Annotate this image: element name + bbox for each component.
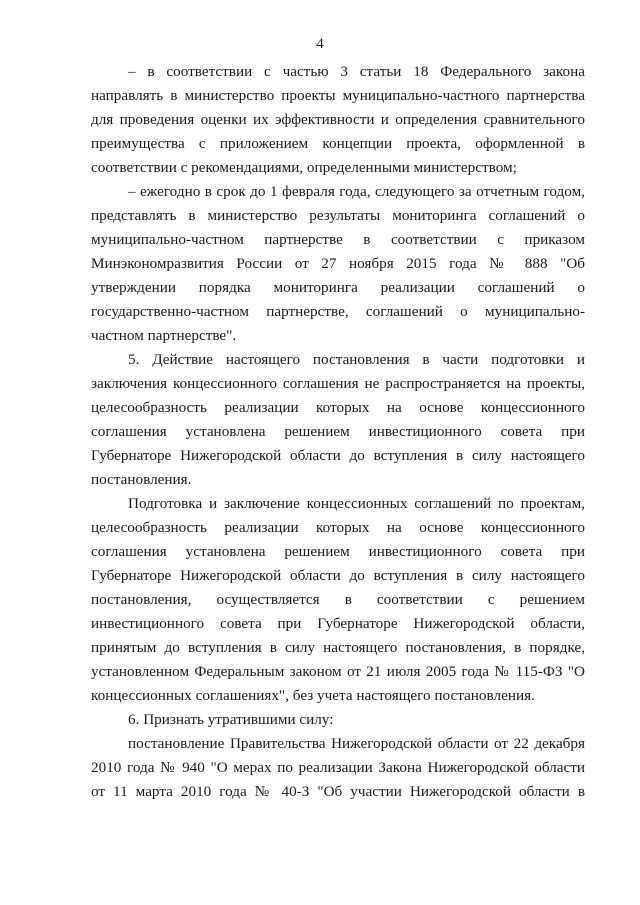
text-line: соответствии с рекомендациями, определенными министерством; bbox=[91, 159, 517, 176]
paragraph-monitoring-report bbox=[91, 180, 585, 348]
text-line: инвестиционного совета при Губернаторе Нижегородской области, bbox=[91, 615, 585, 632]
text-line: концессионных соглашениях", без учета настоящего постановления. bbox=[91, 687, 535, 704]
text-line: Губернаторе Нижегородской области до вступления в силу настоящего bbox=[91, 567, 585, 584]
text-line: Минэкономразвития России от 27 ноября 2015 года № 888 "Об bbox=[91, 255, 585, 272]
text-line: направлять в министерство проекты муниципально-частного партнерства bbox=[91, 87, 585, 104]
text-line: от 11 марта 2010 года № 40-З "Об участии Нижегородской области в bbox=[91, 783, 585, 800]
text-line: целесообразность реализации которых на основе концессионного bbox=[91, 519, 585, 536]
text-line: Губернаторе Нижегородской области до вступления в силу настоящего bbox=[91, 447, 585, 464]
text-line: соглашения установлена решением инвестиционного совета при bbox=[91, 423, 585, 440]
text-line: Подготовка и заключение концессионных соглашений по проектам, bbox=[128, 495, 585, 512]
text-line: установленном Федеральным законом от 21 июля 2005 года № 115-ФЗ "О bbox=[91, 663, 585, 680]
text-line: муниципально-частном партнерстве в соответствии с приказом bbox=[91, 231, 585, 248]
text-line: постановления. bbox=[91, 471, 192, 488]
text-line: заключения концессионного соглашения не распространяется на проекты, bbox=[91, 375, 585, 392]
text-line: 2010 года № 940 "О мерах по реализации Закона Нижегородской области bbox=[91, 759, 585, 776]
paragraph-item-6 bbox=[91, 708, 585, 732]
paragraph-repealed-resolution bbox=[91, 732, 585, 804]
text-line: 5. Действие настоящего постановления в части подготовки и bbox=[128, 351, 585, 368]
text-line: постановление Правительства Нижегородской области от 22 декабря bbox=[128, 735, 585, 752]
text-line: 6. Признать утратившими силу: bbox=[128, 711, 334, 728]
text-line: для проведения оценки их эффективности и определения сравнительного bbox=[91, 111, 585, 128]
text-line: государственно-частном партнерстве, соглашений о муниципально- bbox=[91, 303, 585, 320]
text-line: преимущества с приложением концепции проекта, оформленной в bbox=[91, 135, 585, 152]
text-line: представлять в министерство результаты мониторинга соглашений о bbox=[91, 207, 585, 224]
document-body bbox=[91, 60, 585, 804]
text-line: – в соответствии с частью 3 статьи 18 Федерального закона bbox=[128, 63, 585, 80]
text-line: – ежегодно в срок до 1 февраля года, следующего за отчетным годом, bbox=[128, 183, 585, 200]
paragraph-item-5 bbox=[91, 348, 585, 492]
paragraph-concession-preparation bbox=[91, 492, 585, 708]
text-line: соглашения установлена решением инвестиционного совета при bbox=[91, 543, 585, 560]
text-line: целесообразность реализации которых на основе концессионного bbox=[91, 399, 585, 416]
text-line: утверждении порядка мониторинга реализации соглашений о bbox=[91, 279, 585, 296]
paragraph-mpp-submission bbox=[91, 60, 585, 180]
page-number: 4 bbox=[316, 36, 324, 52]
text-line: принятым до вступления в силу настоящего постановления, в порядке, bbox=[91, 639, 585, 656]
text-line: частном партнерстве". bbox=[91, 327, 237, 344]
text-line: постановления, осуществляется в соответствии с решением bbox=[91, 591, 585, 608]
